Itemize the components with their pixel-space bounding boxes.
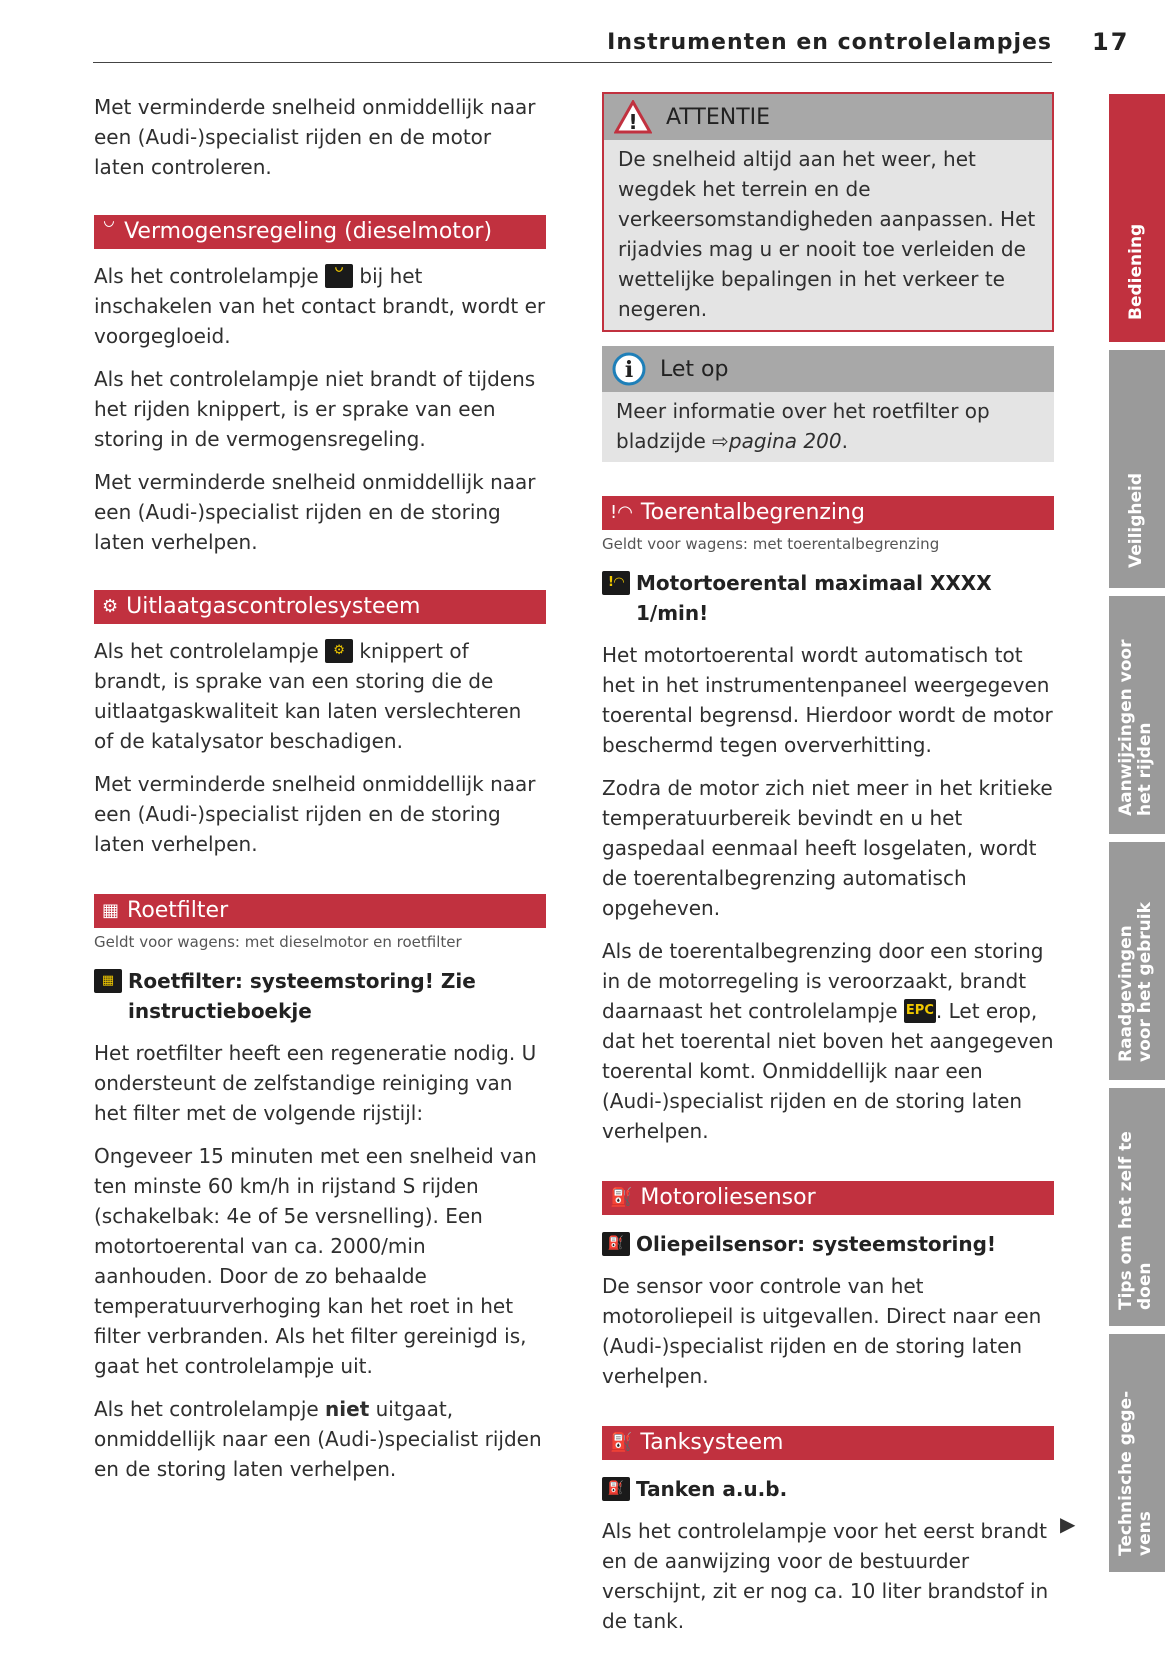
warning-message bbox=[602, 568, 1054, 628]
paragraph bbox=[602, 936, 1054, 1146]
oil-sensor-lamp-icon: ⛽ bbox=[602, 1232, 630, 1256]
note-box-header bbox=[602, 346, 1054, 392]
tab-label bbox=[1117, 1131, 1155, 1310]
glow-plug-icon: ꒡ bbox=[102, 221, 117, 242]
text: . bbox=[841, 429, 848, 453]
note-box bbox=[602, 346, 1054, 462]
section-header-rpm-limit bbox=[602, 496, 1054, 530]
tab-label-line: vens bbox=[1135, 1511, 1155, 1556]
continue-arrow-icon: ▶ bbox=[1060, 1512, 1076, 1536]
warning-message bbox=[94, 966, 546, 1026]
applies-to: Geldt voor wagens: met dieselmotor en roetfilter bbox=[94, 933, 462, 951]
paragraph bbox=[94, 1394, 546, 1484]
tab-raadgevingen[interactable] bbox=[1109, 842, 1165, 1080]
text: uitgaat, onmiddellijk naar een (Audi-)specialist rijden en de storing laten verhelpen. bbox=[94, 1397, 542, 1481]
tab-label-line: Bediening bbox=[1126, 223, 1146, 320]
warning-box bbox=[602, 92, 1054, 332]
engine-icon: ⚙ bbox=[102, 596, 119, 617]
tab-label bbox=[1117, 640, 1155, 816]
section-header-fuel-system bbox=[602, 1426, 1054, 1460]
bold-text: niet bbox=[325, 1397, 370, 1421]
tab-veiligheid[interactable] bbox=[1109, 350, 1165, 588]
section-title: Motoroliesensor bbox=[640, 1185, 816, 1210]
text: Meer informatie over het roetfilter op bladzijde bbox=[616, 399, 990, 453]
text: Als het controlelampje bbox=[94, 639, 326, 663]
message-text: Roetfilter: systeemstoring! Zie instructieboekje bbox=[128, 969, 476, 1023]
page-number: 17 bbox=[1092, 28, 1130, 56]
soot-filter-icon: ▦ bbox=[102, 900, 120, 921]
message-text: Oliepeilsensor: systeemstoring! bbox=[636, 1232, 997, 1256]
right-column bbox=[602, 92, 1054, 1649]
left-column bbox=[94, 92, 546, 1497]
tab-bediening[interactable] bbox=[1109, 94, 1165, 342]
section-header-exhaust bbox=[94, 590, 546, 624]
paragraph: Als het controlelampje niet brandt of tijdens het rijden knippert, is er sprake van een storing in de vermogensregeling. bbox=[94, 367, 536, 451]
svg-text:i: i bbox=[624, 357, 634, 383]
tab-technische-gegevens[interactable] bbox=[1109, 1334, 1165, 1572]
page-link[interactable]: ⇨pagina 200 bbox=[712, 429, 842, 453]
message-text: Tanken a.u.b. bbox=[636, 1477, 788, 1501]
tab-label bbox=[1117, 1391, 1155, 1556]
paragraph bbox=[94, 261, 546, 351]
rpm-limit-lamp-icon: !◠ bbox=[602, 571, 630, 595]
text: . Let erop, dat het toerental niet boven het aangegeven toerental komt. Onmiddellijk naar een (Audi-)specialist rijden en de storing laten verhelpen. bbox=[602, 999, 1054, 1143]
text: Als het controlelampje bbox=[94, 1397, 326, 1421]
section-title: Uitlaatgascontrolesysteem bbox=[126, 594, 421, 619]
section-title: Vermogensregeling (dieselmotor) bbox=[124, 219, 493, 244]
tab-label bbox=[1127, 473, 1146, 568]
tab-label-line: Technische gege- bbox=[1116, 1390, 1136, 1556]
tab-label bbox=[1127, 224, 1146, 320]
epc-lamp-icon: EPC bbox=[904, 999, 936, 1023]
oil-can-icon: ⛽ bbox=[610, 1187, 633, 1208]
tab-tips[interactable] bbox=[1109, 1088, 1165, 1326]
paragraph: Zodra de motor zich niet meer in het kritieke temperatuurbereik bevindt en u het gaspedaal eenmaal heeft losgelaten, wordt de toerentalbegrenzing automatisch opgeheven. bbox=[602, 776, 1053, 920]
tab-label-line: het rijden bbox=[1135, 722, 1155, 816]
rpm-limit-icon: !◠ bbox=[610, 502, 633, 523]
tab-label-line: voor het gebruik bbox=[1135, 902, 1155, 1062]
paragraph: Ongeveer 15 minuten met een snelheid van ten minste 60 km/h in rijstand S rijden (schakelbak: 4e of 5e versnelling). Een motortoerental van ca. 2000/min aanhouden. Door de zo behaalde temperatuurverhoging kan het roet in het filter verbranden. Als het filter gereinigd is, gaat het controlelampje uit. bbox=[94, 1144, 537, 1378]
svg-text:!: ! bbox=[628, 110, 638, 134]
warning-box-header bbox=[604, 94, 1052, 140]
section-title: Tanksysteem bbox=[640, 1430, 784, 1455]
section-header-soot-filter bbox=[94, 894, 546, 928]
engine-lamp-icon: ⚙ bbox=[325, 639, 353, 663]
tab-label bbox=[1117, 902, 1155, 1062]
header-rule bbox=[93, 62, 1052, 63]
paragraph: Als het controlelampje voor het eerst brandt en de aanwijzing voor de bestuurder verschijnt, zit er nog ca. 10 liter brandstof in de tank. bbox=[602, 1519, 1049, 1633]
section-title: Toerentalbegrenzing bbox=[640, 500, 865, 525]
paragraph: Het motortoerental wordt automatisch tot het in het instrumentenpaneel weergegeven toerental begrensd. Hierdoor wordt de motor beschermd tegen oververhitting. bbox=[602, 643, 1053, 757]
text: Als het controlelampje bbox=[94, 264, 326, 288]
text: Als de toerentalbegrenzing door een storing in de motorregeling is veroorzaakt, brandt daarnaast het controlelampje bbox=[602, 939, 1044, 1023]
tab-label-line: Tips om het zelf te bbox=[1116, 1131, 1136, 1310]
warning-message bbox=[602, 1229, 1054, 1259]
note-body bbox=[602, 392, 1054, 462]
message-text: Motortoerental maximaal XXXX 1/min! bbox=[636, 571, 992, 625]
paragraph: De sensor voor controle van het motoroliepeil is uitgevallen. Direct naar een (Audi-)specialist rijden en de storing laten verhelpen. bbox=[602, 1274, 1042, 1388]
warning-message bbox=[602, 1474, 1054, 1504]
section-header-oil-sensor bbox=[602, 1181, 1054, 1215]
intro-paragraph: Met verminderde snelheid onmiddellijk naar een (Audi-)specialist rijden en de motor laten controleren. bbox=[94, 95, 536, 179]
tab-label-line: Veiligheid bbox=[1126, 472, 1146, 568]
warning-title: ATTENTIE bbox=[666, 104, 771, 130]
tab-label-line: Raadgevingen bbox=[1116, 925, 1136, 1062]
warning-body: De snelheid altijd aan het weer, het wegdek het terrein en de verkeersomstandigheden aanpassen. Het rijadvies mag u er nooit toe verleiden de wettelijke bepalingen in het verkeer te negeren. bbox=[618, 147, 1036, 321]
warning-triangle-icon bbox=[614, 100, 652, 134]
text: bij het inschakelen van het contact brandt, wordt er voorgegloeid. bbox=[94, 264, 546, 348]
tab-aanwijzingen[interactable] bbox=[1109, 596, 1165, 834]
tab-label-line: doen bbox=[1135, 1262, 1155, 1310]
section-header-power-control bbox=[94, 215, 546, 249]
paragraph: Met verminderde snelheid onmiddellijk naar een (Audi-)specialist rijden en de storing laten verhelpen. bbox=[94, 470, 536, 554]
tab-label-line: Aanwijzingen voor bbox=[1116, 639, 1136, 816]
fuel-lamp-icon: ⛽ bbox=[602, 1477, 630, 1501]
fuel-pump-icon: ⛽ bbox=[610, 1432, 633, 1453]
page-header-title: Instrumenten en controlelampjes bbox=[607, 30, 1052, 55]
paragraph: Het roetfilter heeft een regeneratie nodig. U ondersteunt de zelfstandige reiniging van het filter met de volgende rijstijl: bbox=[94, 1041, 537, 1125]
paragraph bbox=[94, 636, 546, 756]
info-icon bbox=[612, 352, 646, 386]
section-title: Roetfilter bbox=[127, 898, 229, 923]
paragraph: Met verminderde snelheid onmiddellijk naar een (Audi-)specialist rijden en de storing laten verhelpen. bbox=[94, 772, 536, 856]
applies-to: Geldt voor wagens: met toerentalbegrenzing bbox=[602, 535, 940, 553]
glow-plug-lamp-icon: ꒡ bbox=[325, 264, 353, 288]
soot-filter-lamp-icon: ▦ bbox=[94, 969, 122, 993]
note-title: Let op bbox=[660, 356, 729, 382]
text: knippert of brandt, is sprake van een storing die de uitlaatgaskwaliteit kan laten verslechteren of de katalysator beschadigen. bbox=[94, 639, 522, 753]
